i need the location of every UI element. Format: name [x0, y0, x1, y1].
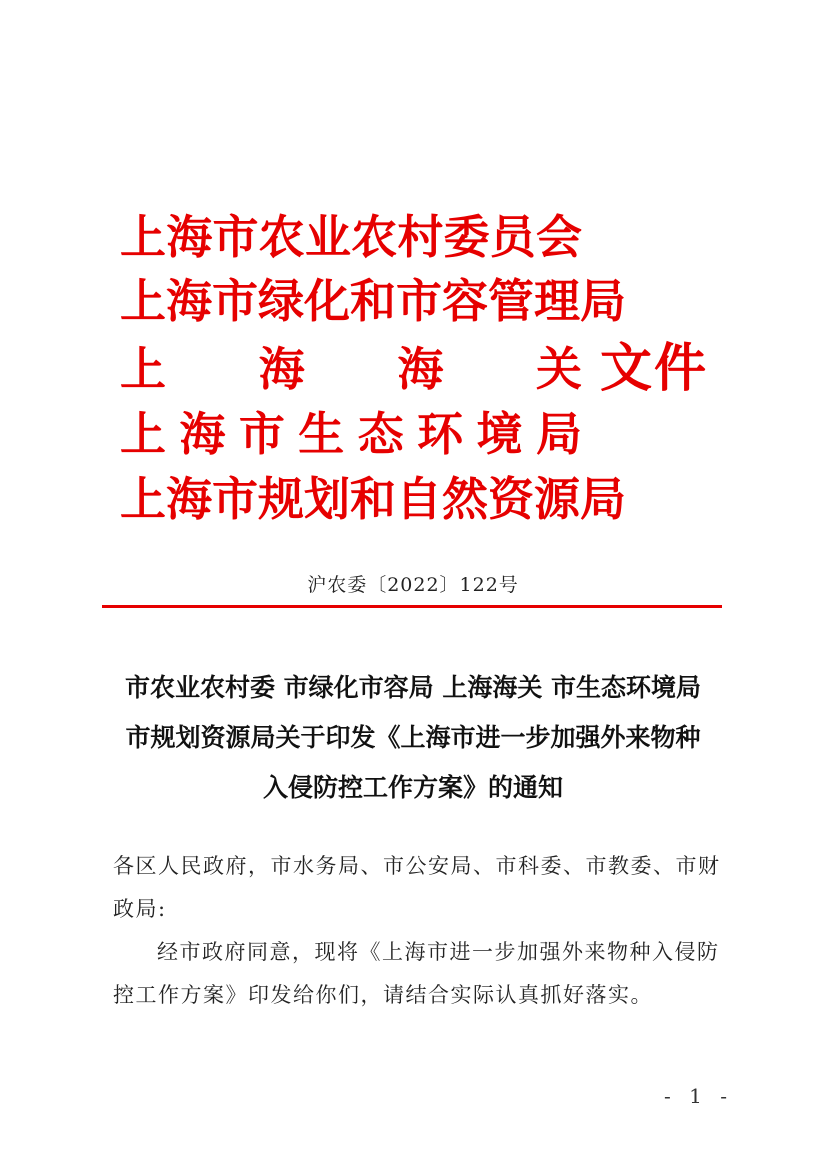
agency-char: 农 [351, 210, 398, 264]
agency-line-5 [120, 470, 626, 528]
agency-char: 划 [304, 472, 350, 526]
agency-char: 和 [350, 274, 396, 328]
body-paragraph-line-2: 控工作方案》印发给你们，请结合实际认真抓好落实。 [113, 983, 653, 1007]
agency-char: 上 [120, 210, 166, 264]
notice-title-line-1: 市农业农村委 市绿化市容局 上海海关 市生态环境局 [124, 673, 702, 702]
body-addressee-line-1: 各区人民政府，市水务局、市公安局、市科委、市教委、市财 [113, 854, 721, 878]
agency-char: 海 [166, 472, 212, 526]
agency-char: 业 [304, 210, 351, 264]
agency-char: 环 [417, 407, 464, 461]
agency-char: 市 [238, 407, 285, 461]
agency-char: 市 [212, 472, 258, 526]
agency-char: 委 [443, 210, 490, 264]
agency-line-2 [120, 272, 626, 330]
body-addressee-line-2: 政局: [113, 897, 167, 921]
agency-char: 海 [166, 210, 213, 264]
agency-line-4 [120, 405, 582, 463]
agency-char: 上 [120, 342, 166, 396]
document-number: 沪农委〔2022〕122号 [307, 574, 519, 596]
red-separator-line [102, 605, 722, 608]
agency-char: 资 [488, 472, 534, 526]
agency-char: 局 [535, 407, 582, 461]
agency-char: 容 [442, 274, 488, 328]
agency-char: 绿 [258, 274, 304, 328]
body-paragraph-line-1: 经市政府同意，现将《上海市进一步加强外来物种入侵防 [157, 940, 720, 964]
agency-char: 市 [212, 210, 259, 264]
agency-char: 境 [476, 407, 523, 461]
agency-char: 局 [580, 472, 626, 526]
agency-char: 会 [535, 210, 582, 264]
page-number: - 1 - [664, 1084, 733, 1108]
agency-char: 海 [397, 342, 444, 396]
agency-char: 海 [179, 407, 226, 461]
document-label-wenjian: 文件 [600, 339, 709, 399]
agency-char: 农 [258, 210, 305, 264]
agency-char: 关 [535, 342, 582, 396]
agency-char: 上 [120, 407, 166, 461]
agency-line-1 [120, 208, 582, 266]
agency-char: 生 [298, 407, 345, 461]
agency-char: 然 [442, 472, 488, 526]
agency-line-3 [120, 340, 582, 398]
agency-char: 上 [120, 472, 166, 526]
notice-title-line-2: 市规划资源局关于印发《上海市进一步加强外来物种 [125, 723, 701, 752]
agency-char: 市 [396, 274, 442, 328]
agency-char: 和 [350, 472, 396, 526]
notice-title-line-3: 入侵防控工作方案》的通知 [262, 773, 563, 802]
agency-char: 理 [534, 274, 580, 328]
agency-char: 海 [258, 342, 305, 396]
agency-char: 源 [534, 472, 580, 526]
agency-char: 管 [488, 274, 534, 328]
agency-char: 上 [120, 274, 166, 328]
agency-char: 市 [212, 274, 258, 328]
agency-char: 员 [489, 210, 536, 264]
agency-char: 规 [258, 472, 304, 526]
agency-char: 态 [357, 407, 404, 461]
agency-char: 村 [397, 210, 444, 264]
agency-char: 局 [580, 274, 626, 328]
agency-char: 海 [166, 274, 212, 328]
agency-char: 化 [304, 274, 350, 328]
agency-char: 自 [396, 472, 442, 526]
